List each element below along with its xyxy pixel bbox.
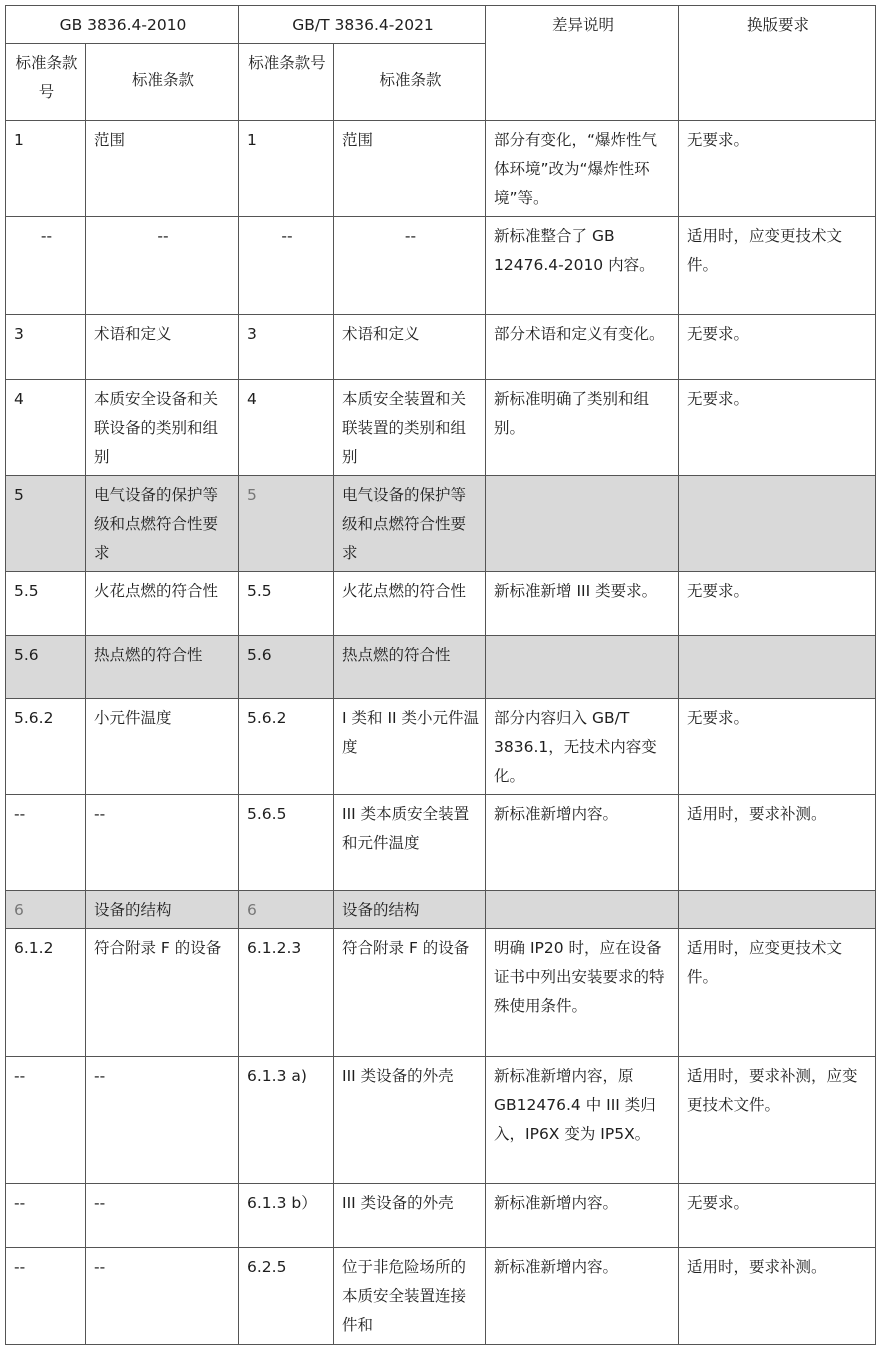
- change-requirement: 适用时，要求补测，应变更技术文件。: [679, 1057, 876, 1184]
- new-clause: I 类和 II 类小元件温度: [334, 699, 486, 795]
- old-clause: 设备的结构: [86, 891, 239, 929]
- old-clause-no: --: [6, 217, 86, 315]
- old-clause: 电气设备的保护等级和点燃符合性要求: [86, 476, 239, 572]
- diff-description: 部分有变化，“爆炸性气体环境”改为“爆炸性环境”等。: [486, 121, 679, 217]
- diff-description: 新标准整合了 GB 12476.4-2010 内容。: [486, 217, 679, 315]
- new-clause: III 类设备的外壳: [334, 1184, 486, 1248]
- old-clause-no: 5.6: [6, 636, 86, 699]
- diff-description: [486, 636, 679, 699]
- table-row: [6, 121, 876, 217]
- new-clause: 术语和定义: [334, 315, 486, 380]
- diff-description: 新标准新增 III 类要求。: [486, 572, 679, 636]
- new-clause-header: 标准条款: [334, 44, 486, 121]
- table-row-section: [6, 891, 876, 929]
- diff-description: 新标准新增内容，原 GB12476.4 中 III 类归入，IP6X 变为 IP5X。: [486, 1057, 679, 1184]
- new-clause: 热点燃的符合性: [334, 636, 486, 699]
- old-clause-no: --: [6, 1248, 86, 1345]
- new-clause: 符合附录 F 的设备: [334, 929, 486, 1057]
- new-clause-no: 3: [239, 315, 334, 380]
- old-clause: 火花点燃的符合性: [86, 572, 239, 636]
- table-row: [6, 699, 876, 795]
- old-clause-header: 标准条款: [86, 44, 239, 121]
- new-clause: 本质安全装置和关联装置的类别和组别: [334, 380, 486, 476]
- old-clause: --: [86, 217, 239, 315]
- old-clause: 符合附录 F 的设备: [86, 929, 239, 1057]
- header-row-standards: [6, 6, 876, 44]
- new-clause-no: 5.6.2: [239, 699, 334, 795]
- old-clause-no: --: [6, 1057, 86, 1184]
- change-requirement: [679, 636, 876, 699]
- new-standard-header: GB/T 3836.4-2021: [239, 6, 486, 44]
- old-clause: --: [86, 1248, 239, 1345]
- diff-description: 部分术语和定义有变化。: [486, 315, 679, 380]
- old-clause: 术语和定义: [86, 315, 239, 380]
- table-row: [6, 795, 876, 891]
- change-requirement: 无要求。: [679, 1184, 876, 1248]
- new-clause: III 类设备的外壳: [334, 1057, 486, 1184]
- change-requirement: 适用时，要求补测。: [679, 1248, 876, 1345]
- old-clause-no: --: [6, 1184, 86, 1248]
- new-clause: 位于非危险场所的本质安全装置连接件和: [334, 1248, 486, 1345]
- new-clause-no: 5.5: [239, 572, 334, 636]
- requirement-column-header: 换版要求: [679, 6, 876, 121]
- change-requirement: 适用时，应变更技术文件。: [679, 217, 876, 315]
- diff-description: 部分内容归入 GB/T 3836.1，无技术内容变化。: [486, 699, 679, 795]
- old-clause-no: 5.6.2: [6, 699, 86, 795]
- new-clause-no: 6: [239, 891, 334, 929]
- new-clause: --: [334, 217, 486, 315]
- change-requirement: 适用时，应变更技术文件。: [679, 929, 876, 1057]
- standard-comparison-table: [5, 5, 876, 1345]
- new-clause-no: 5: [239, 476, 334, 572]
- table-row-section: [6, 636, 876, 699]
- old-clause-no-header: 标准条款号: [6, 44, 86, 121]
- old-clause: 范围: [86, 121, 239, 217]
- new-clause-no: 5.6.5: [239, 795, 334, 891]
- old-clause-no: 3: [6, 315, 86, 380]
- old-clause-no: 6: [6, 891, 86, 929]
- old-clause: 小元件温度: [86, 699, 239, 795]
- change-requirement: [679, 891, 876, 929]
- new-clause: 电气设备的保护等级和点燃符合性要求: [334, 476, 486, 572]
- diff-description: [486, 891, 679, 929]
- new-clause-no: --: [239, 217, 334, 315]
- old-clause: --: [86, 795, 239, 891]
- change-requirement: 无要求。: [679, 380, 876, 476]
- diff-description: 新标准新增内容。: [486, 1184, 679, 1248]
- table-row: [6, 315, 876, 380]
- change-requirement: 无要求。: [679, 572, 876, 636]
- new-clause: 火花点燃的符合性: [334, 572, 486, 636]
- new-clause-no: 6.1.2.3: [239, 929, 334, 1057]
- diff-description: 新标准明确了类别和组别。: [486, 380, 679, 476]
- new-clause-no: 5.6: [239, 636, 334, 699]
- change-requirement: [679, 476, 876, 572]
- change-requirement: 无要求。: [679, 315, 876, 380]
- old-clause: --: [86, 1057, 239, 1184]
- new-clause: III 类本质安全装置和元件温度: [334, 795, 486, 891]
- old-clause: 本质安全设备和关联设备的类别和组别: [86, 380, 239, 476]
- change-requirement: 适用时，要求补测。: [679, 795, 876, 891]
- old-clause-no: 4: [6, 380, 86, 476]
- table-row: [6, 1184, 876, 1248]
- old-clause-no: 5.5: [6, 572, 86, 636]
- new-clause-no: 6.2.5: [239, 1248, 334, 1345]
- old-clause-no: 6.1.2: [6, 929, 86, 1057]
- old-clause-no: 1: [6, 121, 86, 217]
- diff-description: 新标准新增内容。: [486, 1248, 679, 1345]
- table-row: [6, 1248, 876, 1345]
- diff-description: [486, 476, 679, 572]
- diff-description: 明确 IP20 时，应在设备证书中列出安装要求的特殊使用条件。: [486, 929, 679, 1057]
- new-clause: 范围: [334, 121, 486, 217]
- table-row: [6, 1057, 876, 1184]
- old-clause: --: [86, 1184, 239, 1248]
- old-clause-no: 5: [6, 476, 86, 572]
- diff-description: 新标准新增内容。: [486, 795, 679, 891]
- old-clause: 热点燃的符合性: [86, 636, 239, 699]
- new-clause-no: 1: [239, 121, 334, 217]
- table-row: [6, 217, 876, 315]
- table-row: [6, 929, 876, 1057]
- table-row-section: [6, 476, 876, 572]
- table-row: [6, 572, 876, 636]
- old-standard-header: GB 3836.4-2010: [6, 6, 239, 44]
- new-clause-no: 6.1.3 b）: [239, 1184, 334, 1248]
- change-requirement: 无要求。: [679, 121, 876, 217]
- table-row: [6, 380, 876, 476]
- new-clause-no-header: 标准条款号: [239, 44, 334, 121]
- diff-column-header: 差异说明: [486, 6, 679, 121]
- change-requirement: 无要求。: [679, 699, 876, 795]
- new-clause-no: 4: [239, 380, 334, 476]
- new-clause-no: 6.1.3 a): [239, 1057, 334, 1184]
- new-clause: 设备的结构: [334, 891, 486, 929]
- old-clause-no: --: [6, 795, 86, 891]
